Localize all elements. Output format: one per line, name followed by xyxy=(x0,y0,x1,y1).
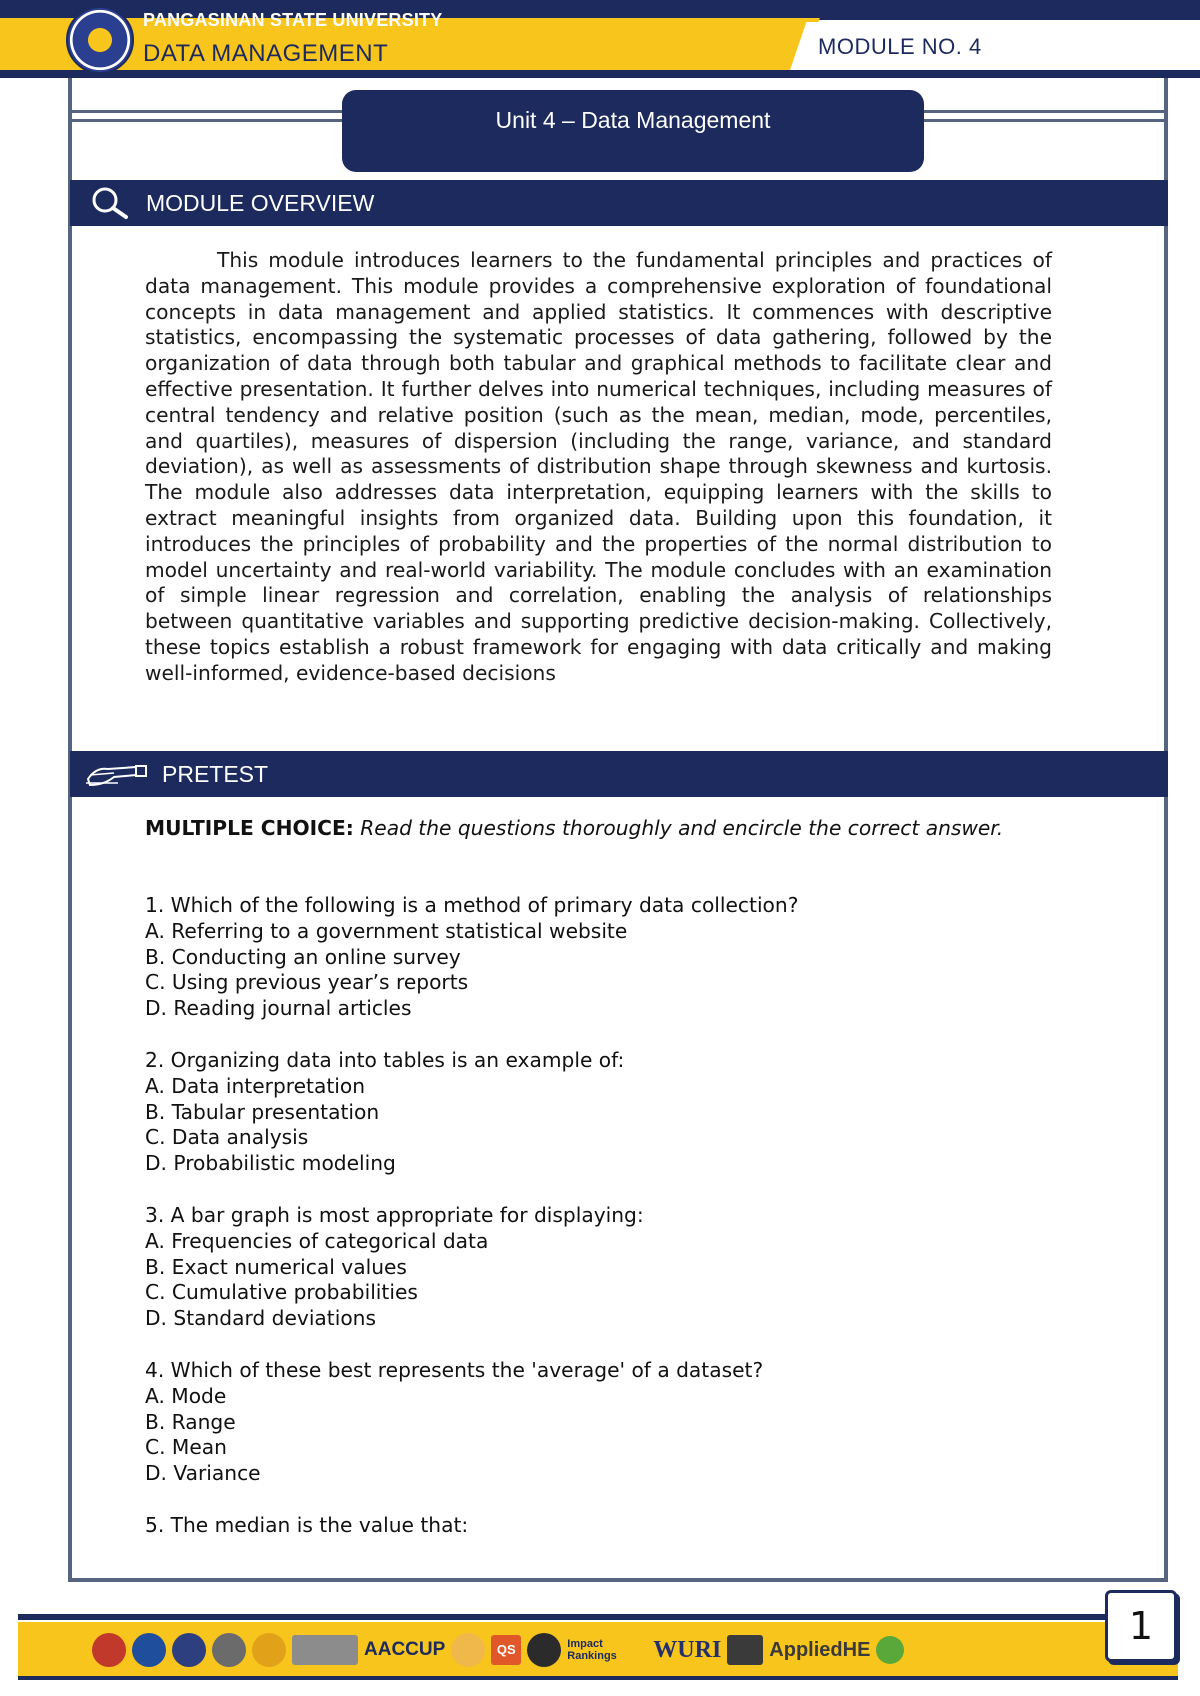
question-text: 4. Which of these best represents the 'average' of a dataset? xyxy=(145,1358,764,1382)
module-overview-title: MODULE OVERVIEW xyxy=(146,190,375,216)
magnifier-icon xyxy=(88,186,132,220)
writing-hand-icon xyxy=(84,759,150,789)
answer-option[interactable]: C. Using previous year’s reports xyxy=(145,970,469,995)
question-block xyxy=(145,1048,1052,1177)
instruction-label: MULTIPLE CHOICE: xyxy=(145,816,354,840)
pretest-header xyxy=(70,751,1168,797)
pretest-instructions xyxy=(145,816,1052,842)
question-text: 3. A bar graph is most appropriate for displaying: xyxy=(145,1203,644,1227)
qs-logo: QS xyxy=(491,1635,521,1665)
question-block xyxy=(145,1358,1052,1487)
module-overview-text: This module introduces learners to the fundamental principles and practices of data management. This module provides a comprehensive exploration of foundational concepts in data management and applied statistics. It commences with descriptive statistics, encompassing the systematic processes of data gathering, followed by the organization of data through both tabular and graphical methods to facilitate clear and effective presentation. It further delves into numerical techniques, including measures of central tendency and relative position (such as the mean, median, mode, percentiles, and quartiles), measures of dispersion (including the range, variance, and standard deviation), as well as assessments of distribution shape through skewness and kurtosis. The module also addresses data interpretation, equipping learners with the skills to extract meaningful insights from organized data. Building upon this foundation, it introduces the principles of probability and the properties of the normal distribution to model uncertainty and real-world variability. The module concludes with an examination of simple linear regression and correlation, enabling the analysis of relationships between quantitative variables and supporting predictive decision-making. Collectively, these topics establish a robust framework for engaging with data critically and making well-informed, evidence-based decisions xyxy=(145,248,1052,685)
greenmetric-logo xyxy=(876,1636,904,1664)
answer-option[interactable]: D. Reading journal articles xyxy=(145,996,412,1021)
university-name: PANGASINAN STATE UNIVERSITY xyxy=(143,10,443,30)
iso-logo xyxy=(252,1633,286,1667)
answer-option[interactable]: D. Probabilistic modeling xyxy=(145,1151,396,1176)
answer-option[interactable]: D. Variance xyxy=(145,1461,261,1486)
answer-option[interactable]: A. Referring to a government statistical website xyxy=(145,918,628,943)
appliedhe-logo: AppliedHE xyxy=(769,1638,871,1661)
answer-option[interactable]: B. Exact numerical values xyxy=(145,1254,407,1279)
answer-option[interactable]: A. Frequencies of categorical data xyxy=(145,1228,489,1253)
award-logo xyxy=(451,1633,485,1667)
seal-logo xyxy=(212,1633,246,1667)
answer-option[interactable]: C. Cumulative probabilities xyxy=(145,1280,418,1305)
answer-option[interactable]: A. Mode xyxy=(145,1383,227,1408)
certification-logo xyxy=(292,1635,358,1665)
question-block xyxy=(145,893,1052,1022)
instruction-text: Read the questions thoroughly and encircle the correct answer. xyxy=(360,816,1004,840)
ranking-logo xyxy=(727,1635,763,1665)
answer-option[interactable]: C. Mean xyxy=(145,1435,227,1460)
bagong-pilipinas-logo xyxy=(92,1633,126,1667)
header-bottom-band xyxy=(0,70,1200,78)
ched-logo xyxy=(172,1633,206,1667)
answer-option[interactable]: A. Data interpretation xyxy=(145,1073,365,1098)
question-block xyxy=(145,1513,1052,1539)
impact-rankings-logo: Impact Rankings xyxy=(567,1638,617,1662)
unit-title: Unit 4 – Data Management xyxy=(342,90,924,172)
the-logo xyxy=(527,1633,561,1667)
pretest-title: PRETEST xyxy=(162,761,269,787)
answer-option[interactable]: B. Tabular presentation xyxy=(145,1099,380,1124)
asean-logo xyxy=(132,1633,166,1667)
page-number: 1 xyxy=(1105,1590,1177,1662)
module-number: MODULE NO. 4 xyxy=(818,34,982,59)
footer-bottom-band xyxy=(18,1676,1178,1680)
university-seal-logo xyxy=(66,6,134,74)
question-block xyxy=(145,1203,1052,1332)
answer-option[interactable]: D. Standard deviations xyxy=(145,1306,376,1331)
accreditation-logos xyxy=(92,1626,904,1674)
question-text: 1. Which of the following is a method of primary data collection? xyxy=(145,893,799,917)
answer-option[interactable]: C. Data analysis xyxy=(145,1125,309,1150)
aaccup-logo: AACCUP xyxy=(364,1639,446,1660)
module-overview-header xyxy=(70,180,1168,226)
footer-top-band xyxy=(18,1614,1178,1620)
wuri-logo: WURI xyxy=(653,1636,722,1663)
answer-option[interactable]: B. Conducting an online survey xyxy=(145,944,461,969)
department-title: DATA MANAGEMENT xyxy=(143,40,389,67)
answer-option[interactable]: B. Range xyxy=(145,1409,236,1434)
question-text: 5. The median is the value that: xyxy=(145,1513,469,1537)
question-text: 2. Organizing data into tables is an example of: xyxy=(145,1048,625,1072)
